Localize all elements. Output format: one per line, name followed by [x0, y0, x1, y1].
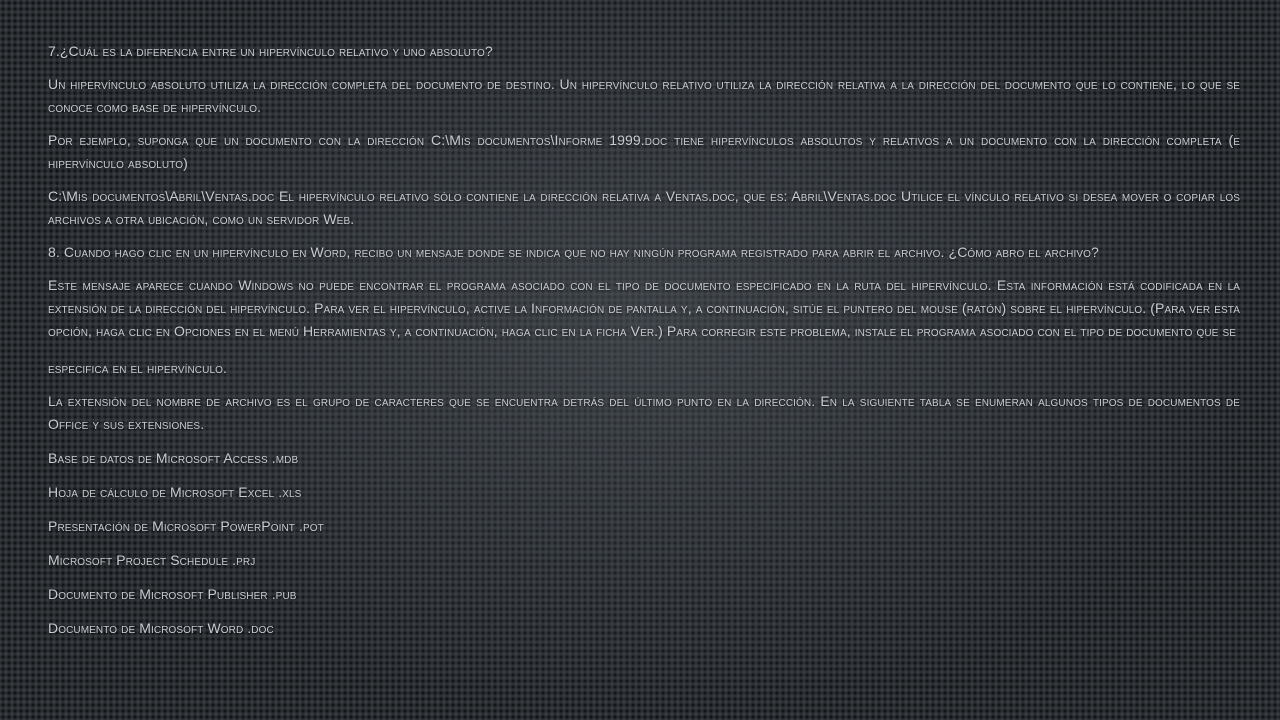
list-item: Documento de Microsoft Word .doc: [48, 620, 274, 636]
list-item: Presentación de Microsoft PowerPoint .pot: [48, 518, 324, 534]
answer-7: Un hipervínculo absoluto utiliza la dirección completa del documento de destino. Un hipervínculo relativo utiliza la dirección relativa a la dirección del documento que lo contiene, lo que se conoce como base de hipervínculo.: [48, 76, 1240, 115]
answer-8: Este mensaje aparece cuando Windows no puede encontrar el programa asociado con el tipo de documento especificado en la ruta del hipervínculo. Esta información está codificada en la extensión de la dirección del hipervínculo. Para ver el hipervínculo, active la Información de pantalla y, a continuación, sitúe el puntero del mouse (ratón) sobre el hipervínculo. (Para ver esta opción, haga clic en Opciones en el menú Herramientas y, a continuación, haga clic en la ficha Ver.) Para corregir este problema, instale el programa asociado con el tipo de documento que se: [48, 277, 1240, 339]
example-paragraph-continued: C:\Mis documentos\Abril\Ventas.doc El hipervínculo relativo sólo contiene la dirección relativa a Ventas.doc, que es: Abril\Ventas.doc Utilice el vínculo relativo si desea mover o copiar los archivos a otra ubicación, como un servidor Web.: [48, 188, 1240, 227]
list-item: Microsoft Project Schedule .prj: [48, 552, 256, 568]
extension-list: [48, 447, 1240, 640]
question-8: 8. Cuando hago clic en un hipervínculo en Word, recibo un mensaje donde se indica que no hay ningún programa registrado para abrir el archivo. ¿Cómo abro el archivo?: [48, 244, 1099, 260]
list-item: Hoja de cálculo de Microsoft Excel .xls: [48, 484, 302, 500]
question-7: 7.¿Cuál es la diferencia entre un hipervínculo relativo y uno absoluto?: [48, 43, 493, 59]
example-paragraph: Por ejemplo, suponga que un documento con la dirección C:\Mis documentos\Informe 1999.doc tiene hipervínculos absolutos y relativos a un documento con la dirección completa (e hipervínculo absoluto): [48, 132, 1240, 171]
list-item: Documento de Microsoft Publisher .pub: [48, 586, 297, 602]
answer-8-continued: especifica en el hipervínculo.: [48, 360, 227, 376]
list-item: Base de datos de Microsoft Access .mdb: [48, 450, 299, 466]
slide-content: [48, 40, 1240, 640]
extension-paragraph: La extensión del nombre de archivo es el grupo de caracteres que se encuentra detrás del último punto en la dirección. En la siguiente tabla se enumeran algunos tipos de documentos de Office y sus extensiones.: [48, 393, 1240, 432]
